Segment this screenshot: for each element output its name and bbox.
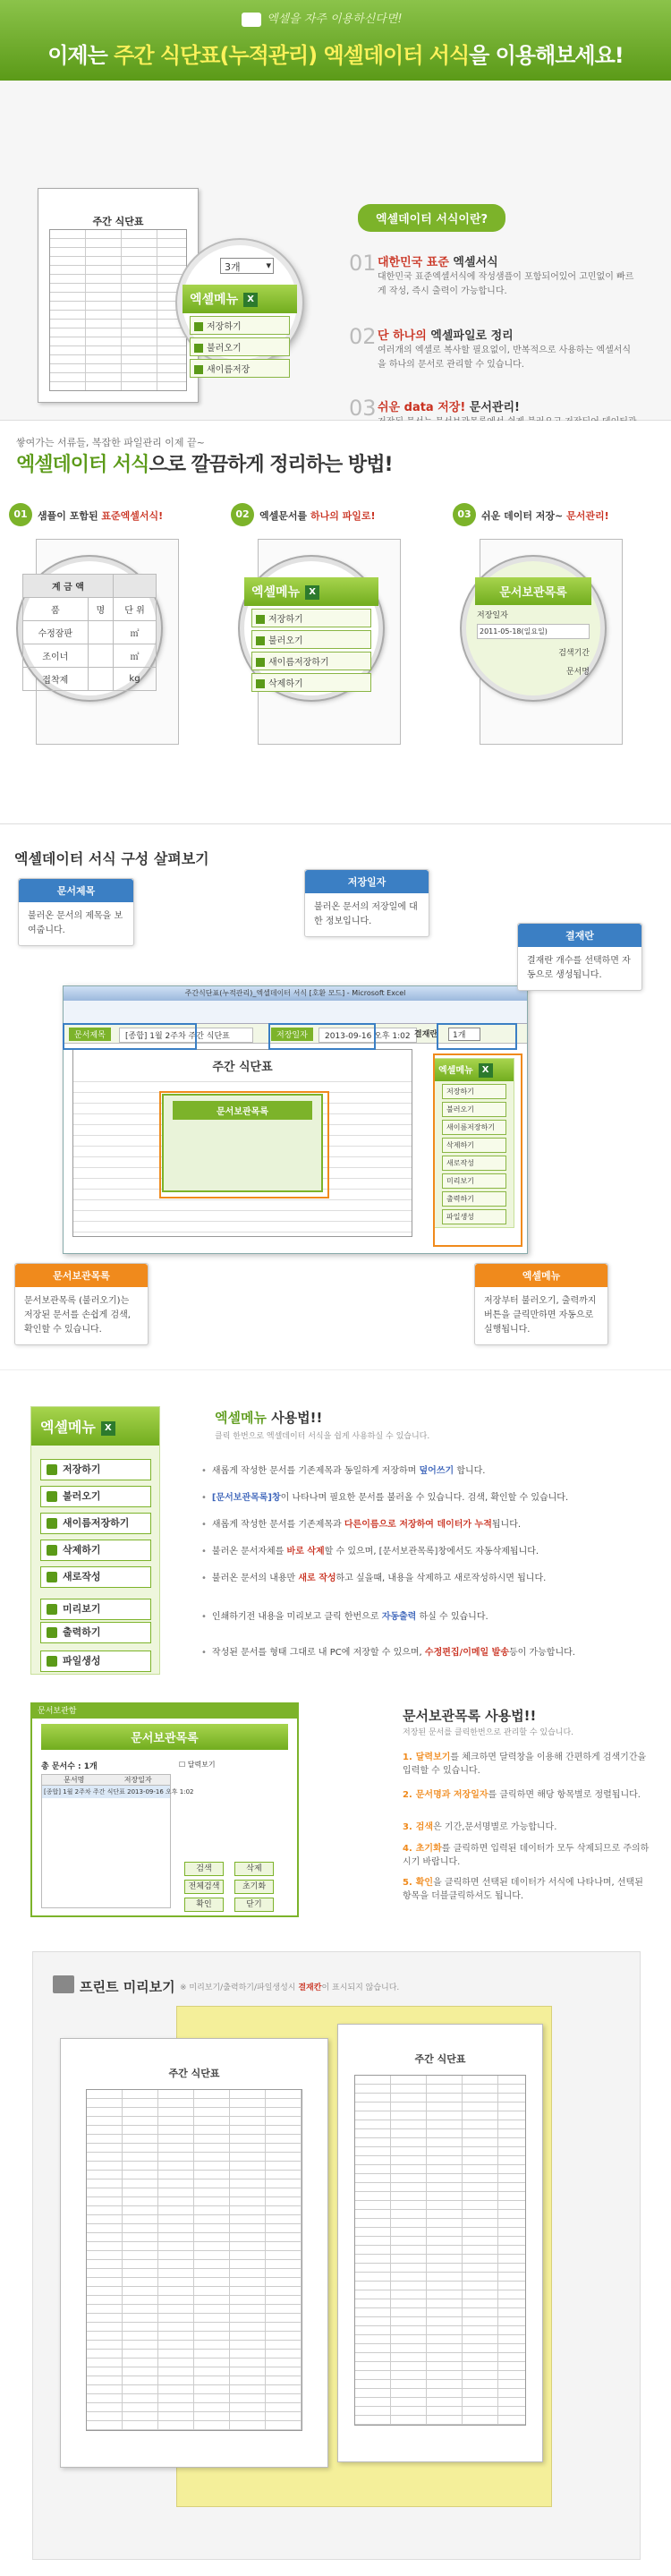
folder-icon [194,344,203,353]
table-cell: 단 위 [114,598,157,621]
table-cell [88,668,113,691]
approval-dropdown-value: 3개 [225,261,241,273]
card-magnifier [18,557,161,700]
print-page-2 [337,2024,543,2462]
card-caption [481,508,609,523]
card3-title: 문서보관목록 [475,577,591,605]
card-badge: 02 [231,503,254,526]
hero-title-pre: 이제는 [47,43,115,68]
usage-desc-preview: • 인쇄하기전 내용을 미리보고 클릭 한번으로 자동출력 하실 수 있습니다. [201,1612,488,1622]
usage-menu-label: 미리보기 [63,1603,101,1615]
menu-item-label: 불러오기 [268,636,303,646]
callout-doc-title [18,878,134,946]
hero-banner [0,0,671,81]
feature-title-bold: 단 하나의 [378,329,427,343]
callout-head: 엑셀메뉴 [475,1264,607,1287]
callout-head: 결재란 [518,924,641,947]
callout-body: 결재란 개수를 선택하면 자동으로 생성됩니다. [527,956,631,980]
table-cell: ㎡ [114,644,157,668]
archive-row-name: [종합] 1월 2주차 주간 식단표 [44,1788,125,1796]
callout-save-date [304,869,429,937]
intro-menu-item-label: 저장하기 [207,322,242,332]
print-page-title: 주간 식단표 [414,2053,466,2065]
sheet-grid [49,229,187,391]
card-caption [259,508,376,523]
export-icon [47,1656,57,1667]
method-title-green: 엑셀데이터 서식 [16,454,149,476]
usage-heading-text: 사용법!! [266,1410,323,1426]
save-as-icon [256,658,265,667]
archive-calendar-label: 달력보기 [187,1761,216,1769]
save-date-value: 2013-09-16 오후 1:02 [319,1028,417,1043]
feature-title [378,252,498,269]
intro-menu-item-label: 새이름저장 [207,365,251,375]
print-icon [47,1627,57,1638]
menu-item-label: 저장하기 [268,615,303,625]
print-note: ※ 미리보기/출력하기/파일생성시 결재칸이 표시되지 않습니다. [180,1983,400,1992]
window-title: 주간식단표(누적관리)_엑셀데이터 서식 [호환 모드] - Microsoft Excel [64,986,527,1001]
feature-title-bold: 쉬운 data 저장! [378,401,466,414]
archive-dialog-title: 문서보관목록 [173,1101,312,1120]
archive-col-name[interactable]: 문서명 [64,1776,85,1784]
folder-icon [47,1491,57,1502]
archive-close-button[interactable]: 닫기 [234,1898,274,1912]
callout-body: 불러온 문서의 저장일에 대한 정보입니다. [314,902,418,926]
approval-select[interactable]: 1개 [448,1028,480,1041]
archive-col-date[interactable]: 저장일자 [123,1776,152,1784]
usage-desc-save: • 새롭게 작성한 문서를 기존제목과 동일하게 저장하며 덮어쓰기 합니다. [201,1466,486,1476]
archive-heading: 문서보관목록 사용법!! [403,1708,537,1724]
archive-window-title: 문서보관목록 [41,1724,288,1750]
archive-search-button[interactable]: 검색 [184,1862,224,1876]
card-caption-bold: 하나의 파일로! [310,510,376,522]
table-cell [88,621,113,644]
approval-dropdown[interactable] [220,258,274,274]
delete-icon [256,679,265,688]
usage-menu-label: 출력하기 [63,1626,101,1638]
save-date-frame [268,1023,376,1050]
usage-desc-saveas: • 새롭게 작성한 문서를 기존제목과 다른이름으로 저장하여 데이터가 누적됩니다. [201,1520,522,1530]
method-card-3 [453,503,660,772]
archive-row-date: 2013-09-16 오후 1:02 [127,1788,194,1796]
card3-label: 저장일자 [477,611,508,620]
approval-frame [437,1023,517,1050]
preview-icon [47,1604,57,1615]
print-preview-box [32,1951,641,2560]
feature-desc: 대한민국 표준엑셀서식에 작성샘플이 포함되어있어 고민없이 빠르게 작성, 즉시 출력이 가능합니다. [378,272,634,296]
table-cell: 조이너 [23,644,89,668]
method-title [16,449,392,477]
side-menu-item[interactable]: 출력하기 [442,1191,506,1207]
card-caption-text: 쉬운 데이터 저장~ [481,510,567,522]
usage-heading-green: 엑셀메뉴 [215,1410,267,1426]
intro-magnifier [177,240,302,375]
method-card-2 [231,503,438,772]
table-cell: 접착제 [23,668,89,691]
card-caption [38,508,163,523]
usage-heading [215,1408,322,1427]
callout-body: 저장부터 불러오기, 출력까지 버튼을 클릭만하면 자동으로 실행됩니다. [484,1296,597,1335]
callout-head: 문서제목 [19,879,133,902]
card-magnifier [240,557,383,700]
archive-frame [159,1091,329,1198]
table-cell: 계 금 액 [23,575,114,598]
archive-row[interactable] [42,1786,194,1798]
save-icon [256,615,265,624]
approval-label: 결재란 [414,1030,438,1039]
doc-title-value: [종합] 1월 2주차 주간 식단표 [119,1028,253,1043]
feature-number: 02 [349,324,377,349]
print-page-1 [60,2038,328,2468]
printer-icon [53,1975,74,1993]
usage-menu-label: 파일생성 [63,1655,101,1667]
feature-title-bold: 대한민국 표준 [378,256,449,269]
callout-menu [474,1263,608,1345]
card-caption-bold: 문서관리! [566,510,609,522]
archive-calendar-toggle[interactable]: ☐ 달력보기 [179,1761,216,1769]
menu-item-label: 삭제하기 [268,679,303,689]
feature-title-text: 엑셀파일로 정리 [426,329,514,343]
usage-menu-label: 새로작성 [63,1571,101,1582]
usage-menu-load[interactable] [40,1486,151,1507]
callout-head: 저장일자 [305,870,429,893]
callout-archive [14,1263,149,1345]
side-menu-item[interactable]: 삭제하기 [442,1138,506,1153]
usage-menu-new[interactable] [40,1566,151,1588]
callout-approval [517,923,642,991]
callout-head: 문서보관목록 [15,1264,148,1287]
side-menu-head: 엑셀메뉴 X [435,1059,514,1081]
usage-menu-label: 저장하기 [63,1463,101,1475]
menu-item-label: 새이름저장하기 [268,658,329,668]
hero-title-highlight-1: 주간 식단표(누적관리) [114,43,318,68]
side-menu-item[interactable]: 새로작성 [442,1156,506,1171]
excel-icon: X [101,1421,115,1436]
excel-icon: X [479,1063,493,1078]
new-document-icon [47,1572,57,1582]
feature-number: 03 [349,396,377,421]
archive-delete-button[interactable]: 삭제 [234,1862,274,1876]
feature-desc: 여러개의 엑셀로 복사할 필요없이, 반복적으로 사용하는 엑셀서식을 하나의 문서로 관리할 수 있습니다. [378,345,632,370]
usage-desc-load: • [문서보관목록]창이 나타나며 필요한 문서를 불러올 수 있습니다. 검색, 확인할 수 있습니다. [201,1493,569,1503]
usage-menu-delete[interactable] [40,1540,151,1561]
hero-title [0,38,671,69]
card2-menu-head: 엑셀메뉴 X [244,577,378,606]
usage-menu-head [31,1407,159,1446]
usage-menu-export[interactable] [40,1651,151,1672]
archive-search-all-button[interactable]: 전체검색 [184,1880,224,1894]
card2-menu-item[interactable] [251,609,371,627]
usage-menu-save[interactable] [40,1459,151,1480]
side-menu-item[interactable]: 불러오기 [442,1102,506,1117]
print-section [0,1933,671,2576]
intro-pill: 엑셀데이터 서식이란? [358,204,505,232]
intro-menu-title: 엑셀메뉴 [190,293,239,307]
menu-frame [433,1053,522,1247]
side-menu-item[interactable]: 새이름저장하기 [442,1120,506,1135]
print-page-grid [354,2075,526,2426]
archive-section [0,1692,671,1933]
hero-tagline [242,9,403,27]
print-heading: 프린트 미리보기 [80,1979,175,1995]
doc-title-frame [63,1023,197,1050]
hero-title-highlight-2: 엑셀데이터 서식 [323,43,470,68]
side-menu-item[interactable]: 파일생성 [442,1209,506,1224]
card-caption-bold: 표준엑셀서식! [101,510,164,522]
delete-icon [47,1545,57,1556]
method-section [0,421,671,823]
structure-title: 엑셀데이터 서식 구성 살펴보기 [14,850,209,867]
intro-menu-head [183,285,297,313]
feature-title-text: 엑셀서식 [448,256,498,269]
usage-menu-print[interactable] [40,1622,151,1643]
intro-menu-item-load[interactable] [190,337,290,356]
card2-menu-item[interactable] [251,652,371,670]
archive-step-5: 5. 확인을 클릭하면 선택된 데이터가 서식에 나타나며, 선택된 항목을 더블클릭하셔도 됩니다. [403,1878,643,1901]
archive-reset-button[interactable]: 초기화 [234,1880,274,1894]
intro-menu-item-label: 불러오기 [207,344,242,354]
callout-body: 불러온 문서의 제목을 보여줍니다. [28,911,123,935]
feature-title [378,397,520,414]
usage-menu-label: 삭제하기 [63,1544,101,1556]
usage-menu-title: 엑셀메뉴 [40,1419,96,1436]
method-card-1 [9,503,217,772]
method-subtitle: 쌓여가는 서류들, 복잡한 파일관리 이제 끝~ [16,437,205,448]
structure-section [0,823,671,1369]
feature-title [378,326,514,343]
card-badge: 03 [453,503,476,526]
archive-lead: 저장된 문서를 클릭한번으로 관리할 수 있습니다. [403,1728,574,1737]
card-badge: 01 [9,503,32,526]
archive-count: 총 문서수 : 1개 [41,1762,98,1771]
usage-desc-new: • 불러온 문서의 내용만 새로 작성하고 싶을때, 내용을 삭제하고 새로작성하시면 됩니다. [201,1574,547,1583]
save-date-label: 저장일자 [271,1028,313,1041]
card3-label: 문서명 [565,668,590,677]
folder-icon [256,636,265,645]
save-as-icon [194,365,203,374]
archive-step-4: 4. 초기화를 클릭하면 입력된 데이터가 모두 삭제되므로 주의하시기 바랍니다. [403,1844,650,1867]
usage-menu-saveas[interactable] [40,1513,151,1534]
side-menu-item[interactable]: 미리보기 [442,1173,506,1189]
usage-menu [30,1406,160,1675]
usage-lead: 클릭 한번으로 엑셀데이터 서식을 쉽게 사용하실 수 있습니다. [215,1432,430,1441]
hero-title-post: 을 이용해보세요! [469,43,624,68]
print-page-grid [86,2089,302,2431]
method-title-text: 으로 깔끔하게 정리하는 방법! [149,454,393,476]
card2-menu-item[interactable] [251,630,371,649]
excel-icon: X [243,293,258,307]
table-cell: 품 [23,598,89,621]
intro-sheet-preview [38,188,199,403]
intro-section [0,81,671,421]
archive-list [41,1774,194,1908]
speech-bubble-icon [242,13,261,27]
feature-title-text: 문서관리! [465,401,520,414]
archive-window [30,1702,299,1917]
intro-menu-item-saveas[interactable] [190,359,290,378]
archive-step-2: 2. 문서명과 저장일자를 클릭하면 해당 항목별로 정렬됩니다. [403,1790,641,1800]
sheet-title: 주간 식단표 [73,1050,412,1081]
usage-desc-export: • 작성된 문서를 형태 그대로 내 PC에 저장할 수 있으며, 수정편집/이메일 발송등이 가능합니다. [201,1648,575,1658]
card3-label: 검색기간 [558,649,590,658]
card-magnifier [462,557,605,700]
usage-section [0,1369,671,1692]
usage-menu-label: 불러오기 [63,1490,101,1502]
save-icon [194,322,203,331]
usage-menu-label: 새이름저장하기 [63,1517,130,1529]
table-cell: 수정잠판 [23,621,89,644]
archive-step-1: 1. 달력보기를 체크하면 달력창을 이용해 간편하게 검색기간을 입력할 수 있습니다. [403,1753,647,1776]
table-cell [88,644,113,668]
doc-title-label: 문서제목 [69,1028,111,1041]
card1-table [22,574,157,691]
card-caption-text: 샘플이 포함된 [38,510,102,522]
chevron-down-icon: ▾ [266,260,271,271]
intro-menu-item-save[interactable] [190,316,290,335]
side-menu-item[interactable]: 저장하기 [442,1084,506,1099]
feature-number: 01 [349,251,377,276]
print-page-title: 주간 식단표 [168,2068,220,2079]
hero-tagline-text: 엑셀을 자주 이용하신다면! [267,13,403,26]
table-cell: kg [114,668,157,691]
card3-row: 2011-05-18(일요일) [477,624,590,639]
card-caption-text: 엑셀문서를 [259,510,310,522]
callout-body: 문서보관목록 (불러오기)는 저장된 문서를 손쉽게 검색, 확인할 수 있습니다. [24,1296,131,1335]
intro-sheet-title: 주간 식단표 [92,216,144,227]
archive-window-bar: 문서보관함 [32,1704,297,1719]
excel-ribbon [64,1001,527,1024]
table-cell [114,575,157,598]
usage-desc-delete: • 불러온 문서자체를 바로 삭제할 수 있으며, [문서보관목록]창에서도 자동삭제됩니다. [201,1547,539,1557]
usage-menu-preview[interactable] [40,1599,151,1620]
card2-menu-item[interactable] [251,673,371,692]
table-cell: ㎡ [114,621,157,644]
save-icon [47,1464,57,1475]
archive-ok-button[interactable]: 확인 [184,1898,224,1912]
archive-step-3: 3. 검색은 기간,문서명별로 가능합니다. [403,1822,557,1832]
table-cell: 명 [88,598,113,621]
save-as-icon [47,1518,57,1529]
excel-icon: X [305,585,319,600]
